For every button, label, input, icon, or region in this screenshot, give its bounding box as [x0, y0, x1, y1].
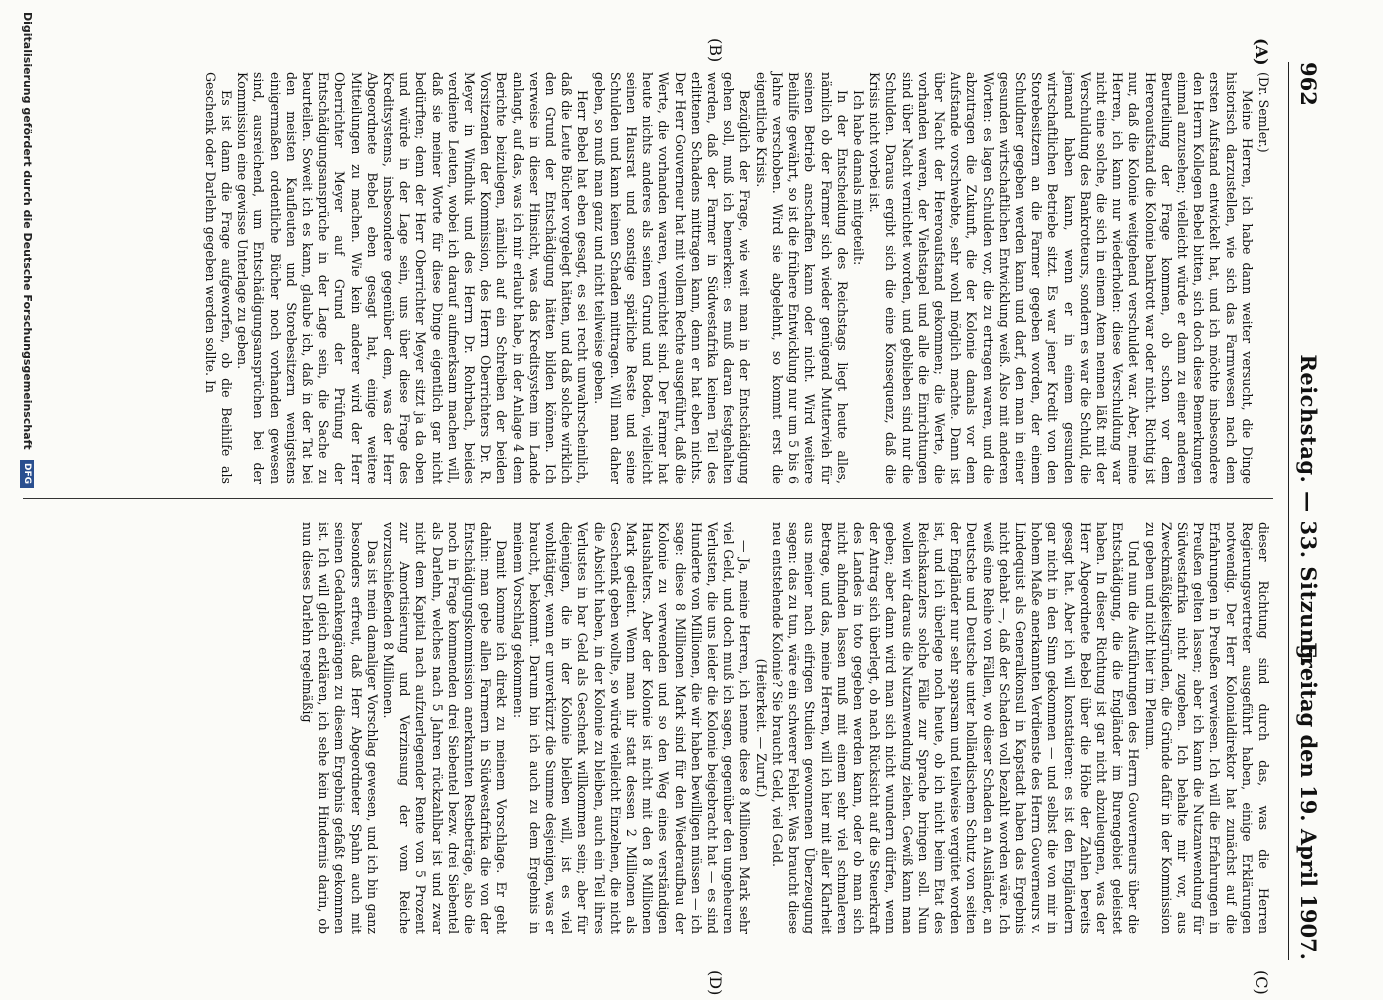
paragraph: Ich habe damals mitgeteilt: — [850, 90, 866, 266]
margin-marker-a: (A) — [1252, 38, 1271, 66]
dfg-logo-icon: DFG — [20, 460, 34, 488]
margin-marker-b: (B) — [706, 38, 725, 63]
margin-marker-c: (C) — [1252, 970, 1271, 995]
paragraph: Bezüglich der Frage, wie weit man in der Entschädigung gehen soll, muß ich bemerken: es muß daran festgehalten werden, daß der Farmer in Südwestafrika keinen Teil des erlittenen Schadens mittragen kann, denn er hat eben nichts. Der Herr Gouverneur hat mit vollem Rechte ausgeführt, daß die Werte, die vorhanden waren, vernichtet sind. Der Farmer hat heute nichts anderes als seinen Grund und Boden, vielleicht seinen Hausrat und sonstige spärliche Reste und seine Schulden und kann keinen Schaden mittragen. Will man daher geben, so muß man ganz und nicht teilweise geben. — [591, 72, 753, 484]
paragraph: Und nun die Ausführungen des Herrn Gouverneurs über die Entschädigung, die die Engländer im Burengebiet geleistet haben. In dieser Richtung ist gar nicht abzuleugnen, was der Herr Abgeordnete Bebel über die Höhe der Zahlen bereits gesagt hat. Aber ich will konstatieren: es ist den Engländern gar nicht in den Sinn gekommen — und selbst die von mir in hohem Maße anerkannten Verdienste des Herrn Gouverneurs v. Lindequist als Generalkonsul in Kapstadt haben das Ergebnis nicht gehabt —, daß der Schaden voll bezahlt worden wäre. Ich weiß eine Reihe von Fällen, wo dieser Schaden an Ausländer, an Deutsche und Deutsche unter holländischem Schutz von seiten der Engländer nur sehr sparsam und teilweise vergütet worden ist, und ich überlege noch heute, ob ich nicht beim Etat des Reichskanzlers solche Fälle zur Sprache bringen soll. Nun wollen wir daraus die Nutzanwendung ziehen. Gewiß kann man geben; aber dann wird man sich nicht wundern dürfen, wenn der Antrag sich überlegt, ob nach Rücksicht auf die Steuerkraft des Landes in toto gegeben werden kann, oder ob man sich nicht abfinden lassen muß mit einem sehr viel schmaleren Betrage, und das, meine Herren, will ich hier mit aller Klarheit aus meiner nach eifrigen Studien gewonnenen Überzeugung sagen: das zu tun, wäre ein schwerer Fehler. Was braucht diese neu entstehende Kolonie? Sie braucht Geld, viel Geld. — [769, 522, 1142, 934]
column-divider — [23, 498, 1273, 499]
page-number: 962 — [1296, 62, 1321, 106]
session-date: Freitag den 19. April 1907. — [1296, 642, 1321, 960]
paragraph: Das ist mein damaliger Vorschlag gewesen, und ich bin ganz besonders erfreut, daß Herr Abgeordneter Spahn auch mit seinen Gedankengängen zu diesem Ergebnis gefaßt gekommen ist. Ich will gleich erklären, ich sehe kein Hindernis darin, ob nun dieses Darlehn regelmäßig — [300, 522, 380, 934]
paragraph: dieser Richtung sind durch das, was die Herren Regierungsvertreter ausgeführt haben, einige Erklärungen notwendig. Der Herr Kolonialdirektor hat zunächst auf die Erfahrungen in Preußen verwiesen. Ich will die Erfahrungen in Preußen gelten lassen; aber ich kann die Nutzanwendung für Südwestafrika nicht zugeben. Ich behalte mir vor, aus Zweckmäßigkeitsgründen, die Gründe dafür in der Kommission zu geben und nicht hier im Plenum. — [1142, 522, 1271, 934]
header-rule — [1288, 62, 1289, 960]
digitization-credit — [20, 12, 34, 488]
digitization-credit-text: Digitalisierung gefördert durch die Deutsche Forschungsgemeinschaft — [21, 12, 34, 450]
paragraph: — Ja, meine Herren, ich nenne diese 8 Millionen Mark sehr viel Geld, und doch muß ich sagen, gegenüber den ungeheuren Verlusten, die uns leider die Kolonie beigebracht hat — es sind Hunderte von Millionen, die wir haben bewilligen müssen — ich sage: diese 8 Millionen Mark sind für den Wiederaufbau der Kolonie zu verwenden und so den Weg eines verständigen Haushalters. Aber der Kolonie ist nicht mit den 8 Millionen Mark gedient. Wenn man ihr statt dessen 2 Millionen als Geschenk geben wollte, so würde vielleicht Einzelnen, die nicht die Absicht haben, in der Kolonie zu bleiben, auch ein Teil ihres Verlustes in bar Geld als Geschenk willkommen sein; aber für diejenigen, die in der Kolonie bleiben will, ist es viel wohltätiger, wenn er unverkürzt die Summe desjenigen, was er braucht, bekommt. Darum bin ich auch zu dem Ergebnis in meinem Vorschlag gekommen: — [510, 522, 753, 934]
paragraph: Es ist dann die Frage aufgeworfen, ob die Beihilfe als Geschenk oder Darlehn gegeben werden sollte. In — [202, 72, 234, 484]
paragraph: Herr Bebel hat eben gesagt, es sei recht unwahrscheinlich, daß die Leute Bücher vorgelegt hätten, und daß solche wirklich den Grund der Entschädigung hätten bilden können. Ich verweise in dieser Hinsicht, was das Kreditsystem im Lande anlangt, auf das, was ich mir erlaubt habe, in der Anlage 4 dem Berichte beizulegen, nämlich auf ein Schreiben der beiden Vorsitzenden der Kommission, des Herrn Oberrichters Dr. R. Meyer in Windhuk und des Herrn Dr. Rohrbach, beides verdiente Leuten, wobei ich darauf aufmerksam machen will, daß sie meiner Worte für diese Dinge eigentlich gar nicht bedürften; denn der Herr Oberrichter Meyer sitzt ja da oben und würde in der Lage sein, uns über diese Frage des Kreditsystems, insbesondere gegenüber dem, was der Herr Abgeordnete Bebel eben gesagt hat, einige weitere Mitteilungen zu machen. Wie kein anderer wird der Herr Oberrichter Meyer auf Grund der Prüfung der Entschädigungsansprüche in der Lage sein, die Sache zu beurteilen. Soweit ich es kann, glaube ich, daß in der Tat bei den meisten Kaufleuten und Storebesitzern wenigstens einigermaßen ordentliche Bücher noch vorhanden gewesen sind, ausreichend, um Entschädigungsansprüchen bei der Kommission eine gewisse Unterlage zu geben. — [235, 72, 591, 484]
left-column — [202, 72, 1271, 484]
speaker-label: (Dr. Semler.) — [1256, 72, 1271, 153]
proposal-paragraph: Damit komme ich direkt zu meinem Vorschlage. Er geht dahin: man gebe allen Farmern in Südwestafrika die von der Entschädigungskommission anerkannten Restbeträge, also die noch in Frage kommenden drei Siebentel bezw. drei Siebentel als Darlehn, welches nach 5 Jahren rückzahlbar ist und zwar nicht dem Kapital nach aufzuerlegender Rente von 5 Prozent zur Amortisierung und Verzinsung der vom Reiche vorzuschießenden 8 Millionen. — [381, 522, 510, 934]
quote-paragraph: In der Entscheidung des Reichstags liegt heute alles, nämlich ob der Farmer sich wieder genügend Muttervieh für seinen Betrieb anschaffen kann oder nicht. Wird weitere Beihilfe gewährt, so ist die frühere Entwicklung nur um 5 bis 6 Jahre verschoben. Wird sie abgelehnt, so kommt erst die eigentliche Krisis. — [753, 72, 850, 484]
paragraph: Meine Herren, ich habe dann weiter versucht, die Dinge historisch darzustellen, wie sich das Farmwesen nach dem ersten Aufstand entwickelt hat, und ich möchte insbesondere den Herrn Kollegen Bebel bitten, sich doch diese Bemerkungen einmal anzusehen; vielleicht würde er dann zu einer anderen Beurteilung der Frage kommen, ob schon vor dem Hereroaufstand die Kolonie bankrott war oder nicht. Richtig ist nur, daß die Kolonie weitgehend verschuldet war. Aber, meine Herren, ich kann nur wiederholen: diese Verschuldung war nicht eine solche, die sich in einem Atem nennen läßt mit der Verschuldung des Bankrotteurs, sondern es war die Schuld, die jemand haben kann, wenn er in einem gesunden wirtschaftlichen Betriebe sitzt. Es war jener Kredit von den Storebesitzern an die Farmer gegeben worden, der einem Schuldner gegeben werden kann und darf, den man in einer gesunden wirtschaftlichen Entwicklung weiß. Also mit anderen Worten: es lagen Schulden vor, die zu ertragen waren, und die abzutragen die Zukunft, die der Kolonie damals vor dem Aufstande vorschwebte, sehr wohl möglich machte. Dann ist über Nacht der Hereroaufstand gekommen; die Werte, die vorhanden waren, der Viehstapel und alle die Einrichtungen sind über Nacht vernichtet worden, und geblieben sind nur die Schulden. Daraus ergibt sich die eine Konsequenz, daß die Krisis nicht vorbei ist. — [867, 72, 1255, 484]
page-title: Reichstag. — 33. Sitzung. — [1296, 354, 1321, 668]
right-column — [299, 522, 1271, 934]
interjection: (Heiterkeit. — Zuruf.) — [753, 658, 769, 798]
margin-marker-d: (D) — [706, 970, 725, 996]
page-header — [1287, 62, 1321, 960]
